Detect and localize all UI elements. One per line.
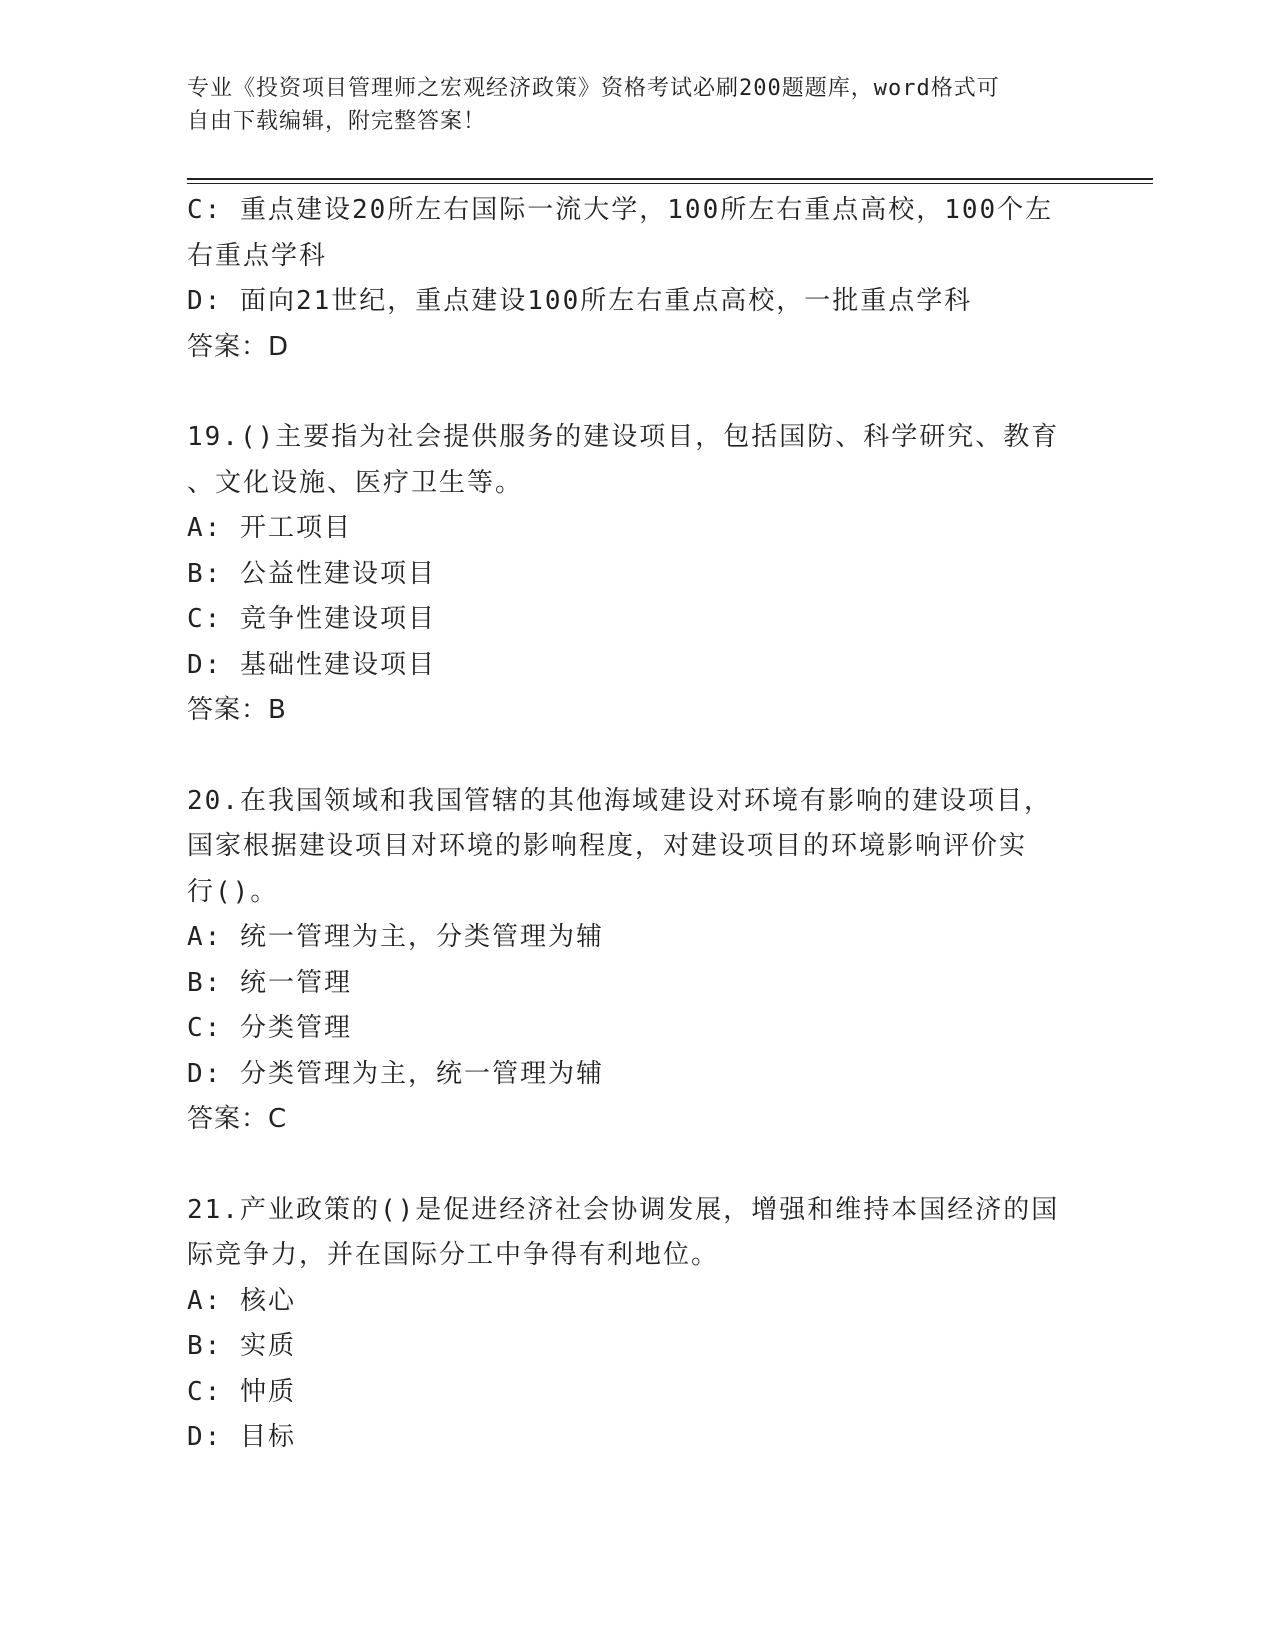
question-18-tail bbox=[187, 188, 1087, 370]
question-stem-line-1: 19.()主要指为社会提供服务的建设项目，包括国防、科学研究、教育 bbox=[187, 422, 1060, 452]
answer: 答案：C bbox=[187, 1104, 288, 1134]
option-c: C: 竞争性建设项目 bbox=[187, 604, 436, 634]
answer: 答案：B bbox=[187, 695, 287, 725]
option-b: B: 统一管理 bbox=[187, 967, 352, 998]
option-a: A: 开工项目 bbox=[187, 513, 352, 543]
option-a: A: 统一管理为主，分类管理为辅 bbox=[187, 922, 604, 952]
option-c: C: 分类管理 bbox=[187, 1013, 352, 1043]
header-divider-thick bbox=[187, 178, 1153, 180]
spacer bbox=[187, 1143, 1087, 1188]
question-stem-line-3: 行()。 bbox=[187, 876, 279, 907]
question-list bbox=[187, 188, 1087, 1461]
question-stem-line-1: 20.在我国领域和我国管辖的其他海域建设对环境有影响的建设项目， bbox=[187, 785, 1052, 816]
header-line-1: 专业《投资项目管理师之宏观经济政策》资格考试必刷200题题库，word格式可 bbox=[187, 76, 1000, 101]
document-header bbox=[187, 72, 1067, 138]
question-21 bbox=[187, 1188, 1087, 1461]
option-a: A: 核心 bbox=[187, 1285, 296, 1316]
question-stem-line-2: 际竞争力，并在国际分工中争得有利地位。 bbox=[187, 1240, 720, 1270]
header-line-2: 自由下载编辑，附完整答案！ bbox=[187, 109, 487, 134]
option-b: B: 实质 bbox=[187, 1331, 296, 1361]
option-d: D: 面向21世纪，重点建设100所左右重点高校，一批重点学科 bbox=[187, 286, 973, 316]
question-stem-line-2: 、文化设施、医疗卫生等。 bbox=[187, 467, 524, 498]
question-stem-line-1: 21.产业政策的()是促进经济社会协调发展，增强和维持本国经济的国 bbox=[187, 1194, 1060, 1225]
header-divider-thin bbox=[187, 183, 1153, 184]
spacer bbox=[187, 370, 1087, 415]
question-stem-line-2: 国家根据建设项目对环境的影响程度，对建设项目的环境影响评价实 bbox=[187, 831, 1028, 861]
option-c: C: 忡质 bbox=[187, 1376, 296, 1407]
question-20 bbox=[187, 779, 1087, 1143]
option-c-line-1: C: 重点建设20所左右国际一流大学，100所左右重点高校，100个左 bbox=[187, 195, 1054, 225]
question-19 bbox=[187, 415, 1087, 734]
option-d: D: 基础性建设项目 bbox=[187, 649, 436, 680]
option-d: D: 目标 bbox=[187, 1422, 296, 1452]
spacer bbox=[187, 734, 1087, 779]
option-c-line-2: 右重点学科 bbox=[187, 240, 328, 271]
option-b: B: 公益性建设项目 bbox=[187, 558, 436, 589]
answer: 答案：D bbox=[187, 331, 290, 362]
option-d: D: 分类管理为主，统一管理为辅 bbox=[187, 1058, 604, 1089]
